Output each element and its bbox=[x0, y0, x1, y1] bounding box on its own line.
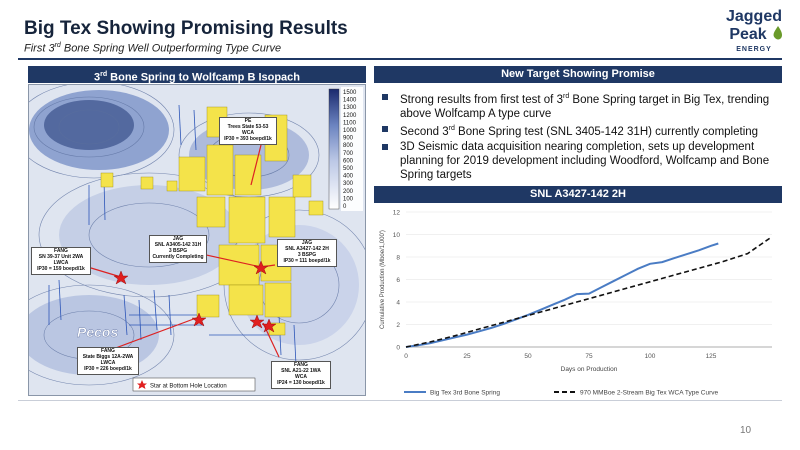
title-divider bbox=[18, 58, 782, 60]
callout-line: LWCA bbox=[100, 360, 116, 366]
bullet-item bbox=[380, 90, 780, 121]
callout-line: Currently Completing bbox=[152, 254, 204, 260]
scale-tick-label: 600 bbox=[343, 158, 354, 165]
bullet-square-icon bbox=[382, 94, 388, 100]
scale-tick-label: 1200 bbox=[343, 112, 357, 119]
bullet-text: Strong results from first test of 3 bbox=[400, 93, 563, 106]
scale-tick-label: 1100 bbox=[343, 120, 356, 127]
page-subtitle bbox=[24, 42, 281, 55]
callout-line: SN 39-37 Unit 2WA bbox=[38, 254, 84, 260]
bullet-superscript: rd bbox=[562, 93, 570, 100]
callout-line: SNL A3427-142 2H bbox=[285, 246, 329, 252]
legend-label-1: Big Tex 3rd Bone Spring bbox=[430, 389, 500, 397]
scale-tick-label: 200 bbox=[343, 188, 354, 195]
callout-fang-south bbox=[77, 347, 139, 375]
target-bullet-list bbox=[380, 90, 780, 183]
county-label: Pecos bbox=[77, 324, 119, 340]
bullet-square-icon bbox=[382, 144, 388, 150]
callout-line: IP30 = 393 boepd/1k bbox=[224, 136, 272, 142]
x-tick-label: 75 bbox=[585, 353, 593, 360]
callout-line: LWCA bbox=[53, 260, 69, 266]
callout-jag-2h bbox=[277, 239, 337, 267]
y-axis-label: Cumulative Production (Mboe/1,000') bbox=[380, 230, 386, 329]
page-number: 10 bbox=[740, 425, 752, 436]
map-header-text-end: Bone Spring to Wolfcamp B Isopach bbox=[107, 71, 301, 84]
production-chart-svg bbox=[374, 204, 782, 404]
callout-line: JAG bbox=[301, 240, 313, 246]
chart-panel-header: SNL A3427-142 2H bbox=[374, 186, 782, 203]
subtitle-superscript: rd bbox=[54, 42, 61, 49]
y-tick-label: 6 bbox=[396, 277, 400, 284]
callout-line: IP24 = 130 boepd/1k bbox=[277, 380, 325, 386]
y-tick-label: 10 bbox=[392, 232, 400, 239]
isopach-map bbox=[28, 84, 366, 396]
scale-tick-label: 0 bbox=[343, 204, 347, 210]
map-legend-label: Star at Bottom Hole Location bbox=[150, 383, 227, 390]
callout-line: WCA bbox=[242, 130, 254, 136]
y-tick-label: 12 bbox=[392, 209, 400, 217]
callout-line: JAG bbox=[172, 236, 184, 242]
isopach-scale-bar bbox=[329, 89, 339, 209]
x-tick-label: 100 bbox=[644, 353, 656, 360]
logo-line2: Peak bbox=[729, 26, 767, 43]
x-tick-label: 25 bbox=[463, 353, 471, 360]
subtitle-text-end: Bone Spring Well Outperforming Type Curve bbox=[60, 42, 282, 55]
scale-tick-label: 1300 bbox=[343, 105, 357, 112]
bullet-item bbox=[380, 122, 780, 139]
scale-tick-label: 900 bbox=[343, 135, 354, 142]
callout-line: FANG bbox=[294, 362, 308, 368]
bullet-superscript: rd bbox=[448, 124, 455, 132]
subtitle-text: First 3 bbox=[24, 42, 55, 55]
footer-divider bbox=[18, 400, 782, 401]
x-tick-label: 50 bbox=[524, 353, 532, 360]
production-chart bbox=[374, 204, 782, 404]
y-tick-label: 0 bbox=[396, 344, 400, 352]
bullet-square-icon bbox=[382, 126, 388, 132]
callout-line: IP30 = 226 boepd/1k bbox=[84, 366, 132, 372]
target-panel-header: New Target Showing Promise bbox=[374, 66, 782, 83]
callout-line: FANG bbox=[54, 248, 68, 254]
scale-tick-label: 700 bbox=[343, 150, 354, 157]
map-header-superscript: rd bbox=[100, 71, 108, 78]
scale-tick-label: 1000 bbox=[343, 128, 357, 134]
map-header-text: 3 bbox=[93, 71, 101, 84]
company-logo bbox=[712, 4, 792, 58]
bullet-text: 3D Seismic data acquisition nearing completion, sets up development planning for 2019 development including Woodford, Wolfcamp and Bone Spring targets bbox=[400, 140, 770, 181]
bullet-text: Second 3 bbox=[400, 125, 449, 138]
series-line-1 bbox=[406, 244, 718, 348]
x-tick-label: 125 bbox=[705, 353, 717, 360]
bullet-item bbox=[380, 140, 780, 182]
scale-tick-label: 100 bbox=[343, 196, 354, 203]
bullet-text-end: Bone Spring test (SNL 3405-142 31H) currently completing bbox=[454, 125, 759, 138]
callout-line: IP30 = 111 boepd/1k bbox=[283, 258, 331, 264]
callout-line: 3 BSPG bbox=[168, 248, 188, 254]
callout-line: SNL A3405-142 31H bbox=[154, 242, 202, 248]
scale-tick-label: 400 bbox=[343, 173, 354, 180]
callout-fang-west bbox=[31, 247, 91, 275]
oil-drop-icon bbox=[774, 26, 782, 39]
callout-line: WCA bbox=[295, 374, 307, 380]
callout-line: FANG bbox=[101, 348, 115, 354]
y-tick-label: 8 bbox=[396, 254, 400, 262]
callout-fang-se bbox=[271, 361, 331, 389]
scale-tick-label: 1400 bbox=[343, 97, 357, 104]
y-tick-label: 2 bbox=[396, 322, 400, 329]
callout-pe-trees-state bbox=[219, 117, 277, 145]
callout-line: PE bbox=[244, 118, 252, 124]
legend-label-2: 970 MMBoe 2-Stream Big Tex WCA Type Curve bbox=[580, 389, 719, 397]
callout-line: State Biggs 12A-2WA bbox=[82, 354, 134, 360]
x-tick-label: 0 bbox=[404, 353, 408, 360]
y-tick-label: 4 bbox=[396, 299, 400, 307]
page-title: Big Tex Showing Promising Results bbox=[24, 18, 348, 39]
logo-line1: Jagged bbox=[725, 8, 783, 25]
scale-tick-label: 1500 bbox=[343, 90, 357, 96]
scale-tick-label: 800 bbox=[343, 143, 354, 150]
callout-line: IP30 = 159 boepd/1k bbox=[37, 266, 85, 272]
scale-tick-label: 500 bbox=[343, 166, 354, 172]
logo-line3: ENERGY bbox=[736, 46, 772, 53]
callout-line: 3 BSPG bbox=[297, 252, 317, 258]
bullet-text-end: Bone Spring target in Big Tex, trending above Wolfcamp A type curve bbox=[400, 93, 770, 120]
callout-jag-completing bbox=[149, 235, 207, 263]
map-panel-header bbox=[28, 66, 366, 83]
callout-line: SNL A21-22 1WA bbox=[281, 368, 321, 374]
series-line-2 bbox=[406, 237, 772, 347]
callout-line: Trees State 53-53 bbox=[227, 124, 269, 130]
scale-tick-label: 300 bbox=[343, 181, 354, 188]
x-axis-label: Days on Production bbox=[560, 366, 618, 373]
